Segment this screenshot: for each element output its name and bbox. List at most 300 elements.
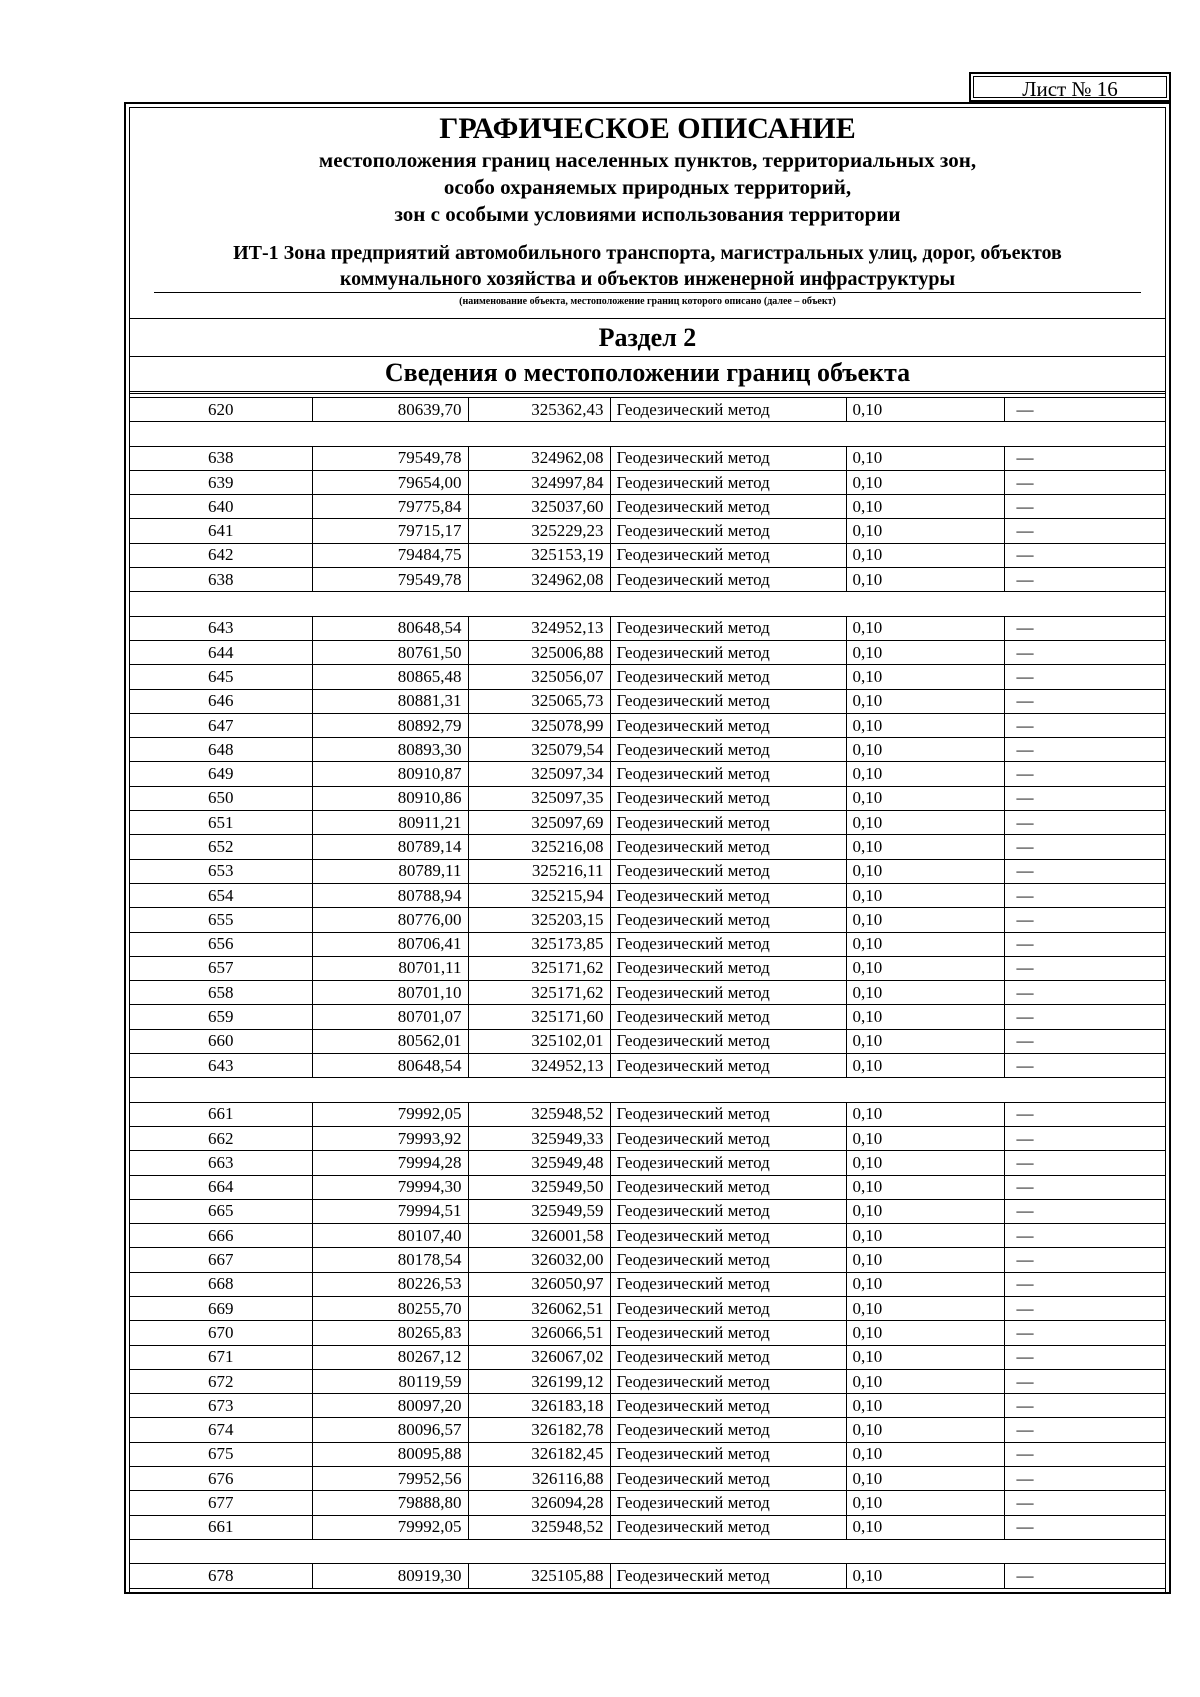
coordinate-x-cell: 80562,01 — [312, 1029, 468, 1053]
method-cell: Геодезический метод — [610, 446, 846, 470]
table-row — [130, 1345, 1165, 1369]
contour-separator-row — [130, 1078, 1165, 1102]
table-row — [130, 1248, 1165, 1272]
description-cell: — — [1004, 1272, 1165, 1296]
method-cell: Геодезический метод — [610, 640, 846, 664]
object-name-caption: (наименование объекта, местоположение границ которого описано (далее – объект) — [459, 296, 836, 307]
contour-separator-row — [130, 422, 1165, 446]
description-cell: — — [1004, 1564, 1165, 1588]
coordinate-x-cell: 80706,41 — [312, 932, 468, 956]
table-row — [130, 543, 1165, 567]
coordinate-x-cell: 79994,51 — [312, 1199, 468, 1223]
coordinate-x-cell: 80910,87 — [312, 762, 468, 786]
table-row — [130, 519, 1165, 543]
coordinate-y-cell: 325203,15 — [468, 908, 610, 932]
accuracy-cell: 0,10 — [846, 1394, 1004, 1418]
divider — [130, 356, 1165, 357]
coordinate-y-cell: 326066,51 — [468, 1321, 610, 1345]
point-number-cell: 658 — [130, 981, 312, 1005]
method-cell: Геодезический метод — [610, 543, 846, 567]
coordinate-x-cell: 79994,28 — [312, 1151, 468, 1175]
accuracy-cell: 0,10 — [846, 470, 1004, 494]
point-number-cell: 639 — [130, 470, 312, 494]
accuracy-cell: 0,10 — [846, 932, 1004, 956]
divider — [130, 318, 1165, 319]
accuracy-cell: 0,10 — [846, 1029, 1004, 1053]
coordinate-y-cell: 325006,88 — [468, 640, 610, 664]
point-number-cell: 643 — [130, 616, 312, 640]
coordinate-x-cell: 80107,40 — [312, 1224, 468, 1248]
coordinate-y-cell: 325949,48 — [468, 1151, 610, 1175]
description-cell: — — [1004, 908, 1165, 932]
method-cell: Геодезический метод — [610, 1564, 846, 1588]
coordinate-x-cell: 80881,31 — [312, 689, 468, 713]
coordinate-y-cell: 324952,13 — [468, 616, 610, 640]
coordinate-y-cell: 325097,35 — [468, 786, 610, 810]
description-cell: — — [1004, 859, 1165, 883]
accuracy-cell: 0,10 — [846, 883, 1004, 907]
table-row — [130, 1418, 1165, 1442]
table-row — [130, 1467, 1165, 1491]
method-cell: Геодезический метод — [610, 1175, 846, 1199]
table-row — [130, 859, 1165, 883]
accuracy-cell: 0,10 — [846, 762, 1004, 786]
coordinate-x-cell: 79715,17 — [312, 519, 468, 543]
coordinate-x-cell: 80648,54 — [312, 616, 468, 640]
description-cell: — — [1004, 1296, 1165, 1320]
coordinate-y-cell: 325037,60 — [468, 495, 610, 519]
contour-separator-cell — [130, 1539, 1165, 1563]
description-cell: — — [1004, 1102, 1165, 1126]
accuracy-cell: 0,10 — [846, 1369, 1004, 1393]
description-cell: — — [1004, 665, 1165, 689]
table-row — [130, 738, 1165, 762]
coordinate-y-cell: 325215,94 — [468, 883, 610, 907]
table-row — [130, 1296, 1165, 1320]
table-row — [130, 811, 1165, 835]
coordinate-x-cell: 80761,50 — [312, 640, 468, 664]
description-cell: — — [1004, 568, 1165, 592]
table-row — [130, 786, 1165, 810]
method-cell: Геодезический метод — [610, 665, 846, 689]
object-name-line-1: ИТ-1 Зона предприятий автомобильного транспорта, магистральных улиц, дорог, объектов — [233, 242, 1062, 264]
description-cell: — — [1004, 495, 1165, 519]
description-cell: — — [1004, 1175, 1165, 1199]
description-cell: — — [1004, 835, 1165, 859]
coordinate-x-cell: 80776,00 — [312, 908, 468, 932]
coordinate-x-cell: 80865,48 — [312, 665, 468, 689]
coordinate-x-cell: 80178,54 — [312, 1248, 468, 1272]
point-number-cell: 646 — [130, 689, 312, 713]
object-name-underline — [154, 292, 1141, 293]
coordinate-y-cell: 325362,43 — [468, 398, 610, 422]
point-number-cell: 645 — [130, 665, 312, 689]
coordinate-x-cell: 80648,54 — [312, 1054, 468, 1078]
coordinate-y-cell: 325216,08 — [468, 835, 610, 859]
coordinate-x-cell: 79992,05 — [312, 1515, 468, 1539]
table-row — [130, 1369, 1165, 1393]
description-cell: — — [1004, 543, 1165, 567]
point-number-cell: 641 — [130, 519, 312, 543]
point-number-cell: 620 — [130, 398, 312, 422]
coordinate-y-cell: 325949,59 — [468, 1199, 610, 1223]
description-cell: — — [1004, 1491, 1165, 1515]
method-cell: Геодезический метод — [610, 616, 846, 640]
coordinate-y-cell: 326199,12 — [468, 1369, 610, 1393]
description-cell: — — [1004, 713, 1165, 737]
accuracy-cell: 0,10 — [846, 1564, 1004, 1588]
point-number-cell: 663 — [130, 1151, 312, 1175]
table-row — [130, 568, 1165, 592]
method-cell: Геодезический метод — [610, 738, 846, 762]
coordinate-x-cell: 80226,53 — [312, 1272, 468, 1296]
method-cell: Геодезический метод — [610, 1272, 846, 1296]
coordinate-y-cell: 325078,99 — [468, 713, 610, 737]
point-number-cell: 670 — [130, 1321, 312, 1345]
description-cell: — — [1004, 981, 1165, 1005]
method-cell: Геодезический метод — [610, 1491, 846, 1515]
table-row — [130, 762, 1165, 786]
point-number-cell: 649 — [130, 762, 312, 786]
method-cell: Геодезический метод — [610, 1248, 846, 1272]
boundary-points-table — [130, 397, 1165, 1589]
method-cell: Геодезический метод — [610, 1515, 846, 1539]
point-number-cell: 661 — [130, 1515, 312, 1539]
coordinate-x-cell: 80911,21 — [312, 811, 468, 835]
coordinate-y-cell: 326032,00 — [468, 1248, 610, 1272]
accuracy-cell: 0,10 — [846, 956, 1004, 980]
method-cell: Геодезический метод — [610, 1199, 846, 1223]
table-row — [130, 908, 1165, 932]
coordinate-x-cell: 80096,57 — [312, 1418, 468, 1442]
description-cell: — — [1004, 956, 1165, 980]
description-cell: — — [1004, 1224, 1165, 1248]
coordinate-x-cell: 79549,78 — [312, 568, 468, 592]
method-cell: Геодезический метод — [610, 689, 846, 713]
method-cell: Геодезический метод — [610, 519, 846, 543]
coordinate-y-cell: 326182,78 — [468, 1418, 610, 1442]
accuracy-cell: 0,10 — [846, 1515, 1004, 1539]
method-cell: Геодезический метод — [610, 1442, 846, 1466]
point-number-cell: 678 — [130, 1564, 312, 1588]
coordinate-x-cell: 80789,11 — [312, 859, 468, 883]
method-cell: Геодезический метод — [610, 762, 846, 786]
point-number-cell: 650 — [130, 786, 312, 810]
table-row — [130, 1151, 1165, 1175]
contour-separator-row — [130, 1539, 1165, 1563]
point-number-cell: 667 — [130, 1248, 312, 1272]
description-cell: — — [1004, 1248, 1165, 1272]
accuracy-cell: 0,10 — [846, 1199, 1004, 1223]
coordinate-y-cell: 326116,88 — [468, 1467, 610, 1491]
coordinate-x-cell: 80919,30 — [312, 1564, 468, 1588]
point-number-cell: 656 — [130, 932, 312, 956]
point-number-cell: 669 — [130, 1296, 312, 1320]
point-number-cell: 640 — [130, 495, 312, 519]
point-number-cell: 651 — [130, 811, 312, 835]
table-row — [130, 1515, 1165, 1539]
method-cell: Геодезический метод — [610, 1224, 846, 1248]
description-cell: — — [1004, 1126, 1165, 1150]
coordinate-x-cell: 79993,92 — [312, 1126, 468, 1150]
point-number-cell: 661 — [130, 1102, 312, 1126]
accuracy-cell: 0,10 — [846, 1345, 1004, 1369]
description-cell: — — [1004, 1029, 1165, 1053]
description-cell: — — [1004, 762, 1165, 786]
coordinate-x-cell: 80119,59 — [312, 1369, 468, 1393]
table-row — [130, 1394, 1165, 1418]
coordinate-x-cell: 80701,11 — [312, 956, 468, 980]
table-row — [130, 1102, 1165, 1126]
coordinate-x-cell: 80265,83 — [312, 1321, 468, 1345]
point-number-cell: 638 — [130, 446, 312, 470]
coordinate-y-cell: 325056,07 — [468, 665, 610, 689]
method-cell: Геодезический метод — [610, 981, 846, 1005]
accuracy-cell: 0,10 — [846, 1175, 1004, 1199]
method-cell: Геодезический метод — [610, 1345, 846, 1369]
method-cell: Геодезический метод — [610, 495, 846, 519]
coordinate-y-cell: 325949,50 — [468, 1175, 610, 1199]
point-number-cell: 665 — [130, 1199, 312, 1223]
accuracy-cell: 0,10 — [846, 640, 1004, 664]
coordinate-x-cell: 79484,75 — [312, 543, 468, 567]
coordinate-y-cell: 325153,19 — [468, 543, 610, 567]
accuracy-cell: 0,10 — [846, 786, 1004, 810]
point-number-cell: 662 — [130, 1126, 312, 1150]
accuracy-cell: 0,10 — [846, 811, 1004, 835]
description-cell: — — [1004, 1418, 1165, 1442]
accuracy-cell: 0,10 — [846, 1151, 1004, 1175]
coordinate-y-cell: 325948,52 — [468, 1515, 610, 1539]
object-name-line-2: коммунального хозяйства и объектов инженерной инфраструктуры — [339, 268, 956, 290]
document-title: ГРАФИЧЕСКОЕ ОПИСАНИЕ — [439, 112, 856, 145]
accuracy-cell: 0,10 — [846, 713, 1004, 737]
accuracy-cell: 0,10 — [846, 519, 1004, 543]
accuracy-cell: 0,10 — [846, 689, 1004, 713]
method-cell: Геодезический метод — [610, 1296, 846, 1320]
table-row — [130, 1224, 1165, 1248]
accuracy-cell: 0,10 — [846, 398, 1004, 422]
document-subtitle-line-1: местоположения границ населенных пунктов, территориальных зон, — [318, 148, 977, 172]
description-cell: — — [1004, 932, 1165, 956]
method-cell: Геодезический метод — [610, 568, 846, 592]
table-row — [130, 956, 1165, 980]
description-cell: — — [1004, 1321, 1165, 1345]
coordinate-x-cell: 80255,70 — [312, 1296, 468, 1320]
description-cell: — — [1004, 883, 1165, 907]
method-cell: Геодезический метод — [610, 1029, 846, 1053]
coordinate-y-cell: 325065,73 — [468, 689, 610, 713]
accuracy-cell: 0,10 — [846, 1272, 1004, 1296]
method-cell: Геодезический метод — [610, 811, 846, 835]
contour-separator-cell — [130, 1078, 1165, 1102]
method-cell: Геодезический метод — [610, 835, 846, 859]
point-number-cell: 659 — [130, 1005, 312, 1029]
coordinate-y-cell: 325173,85 — [468, 932, 610, 956]
method-cell: Геодезический метод — [610, 1151, 846, 1175]
accuracy-cell: 0,10 — [846, 1126, 1004, 1150]
coordinate-x-cell: 80095,88 — [312, 1442, 468, 1466]
point-number-cell: 675 — [130, 1442, 312, 1466]
coordinate-y-cell: 326050,97 — [468, 1272, 610, 1296]
accuracy-cell: 0,10 — [846, 1491, 1004, 1515]
accuracy-cell: 0,10 — [846, 1467, 1004, 1491]
point-number-cell: 666 — [130, 1224, 312, 1248]
point-number-cell: 638 — [130, 568, 312, 592]
section-title: Раздел 2 — [598, 323, 697, 352]
point-number-cell: 677 — [130, 1491, 312, 1515]
method-cell: Геодезический метод — [610, 1005, 846, 1029]
accuracy-cell: 0,10 — [846, 1248, 1004, 1272]
table-row — [130, 1054, 1165, 1078]
table-row — [130, 1564, 1165, 1588]
method-cell: Геодезический метод — [610, 859, 846, 883]
point-number-cell: 642 — [130, 543, 312, 567]
table-row — [130, 1126, 1165, 1150]
coordinate-y-cell: 325216,11 — [468, 859, 610, 883]
coordinate-y-cell: 326067,02 — [468, 1345, 610, 1369]
document-subtitle-line-3: зон с особыми условиями использования территории — [394, 202, 901, 226]
coordinate-y-cell: 324997,84 — [468, 470, 610, 494]
accuracy-cell: 0,10 — [846, 738, 1004, 762]
method-cell: Геодезический метод — [610, 908, 846, 932]
method-cell: Геодезический метод — [610, 786, 846, 810]
coordinate-y-cell: 324962,08 — [468, 446, 610, 470]
coordinate-x-cell: 80267,12 — [312, 1345, 468, 1369]
description-cell: — — [1004, 640, 1165, 664]
accuracy-cell: 0,10 — [846, 616, 1004, 640]
divider-double — [130, 391, 1165, 394]
coordinate-y-cell: 324962,08 — [468, 568, 610, 592]
coordinate-x-cell: 79888,80 — [312, 1491, 468, 1515]
coordinate-y-cell: 325171,62 — [468, 981, 610, 1005]
coordinate-y-cell: 326094,28 — [468, 1491, 610, 1515]
coordinate-y-cell: 326182,45 — [468, 1442, 610, 1466]
coordinate-x-cell: 79992,05 — [312, 1102, 468, 1126]
method-cell: Геодезический метод — [610, 1467, 846, 1491]
description-cell: — — [1004, 519, 1165, 543]
point-number-cell: 676 — [130, 1467, 312, 1491]
table-row — [130, 1175, 1165, 1199]
table-row — [130, 665, 1165, 689]
coordinate-y-cell: 326183,18 — [468, 1394, 610, 1418]
coordinate-y-cell: 326062,51 — [468, 1296, 610, 1320]
accuracy-cell: 0,10 — [846, 543, 1004, 567]
accuracy-cell: 0,10 — [846, 1224, 1004, 1248]
document-frame — [124, 102, 1171, 1594]
coordinate-y-cell: 325171,60 — [468, 1005, 610, 1029]
coordinate-x-cell: 80893,30 — [312, 738, 468, 762]
point-number-cell: 674 — [130, 1418, 312, 1442]
point-number-cell: 657 — [130, 956, 312, 980]
table-row — [130, 1491, 1165, 1515]
description-cell: — — [1004, 470, 1165, 494]
coordinate-x-cell: 80788,94 — [312, 883, 468, 907]
accuracy-cell: 0,10 — [846, 665, 1004, 689]
point-number-cell: 655 — [130, 908, 312, 932]
point-number-cell: 660 — [130, 1029, 312, 1053]
accuracy-cell: 0,10 — [846, 495, 1004, 519]
contour-separator-cell — [130, 592, 1165, 616]
coordinate-y-cell: 325097,34 — [468, 762, 610, 786]
method-cell: Геодезический метод — [610, 1321, 846, 1345]
description-cell: — — [1004, 1005, 1165, 1029]
table-row — [130, 640, 1165, 664]
description-cell: — — [1004, 786, 1165, 810]
accuracy-cell: 0,10 — [846, 1296, 1004, 1320]
document-frame-inner — [129, 107, 1166, 1592]
point-number-cell: 644 — [130, 640, 312, 664]
method-cell: Геодезический метод — [610, 1394, 846, 1418]
coordinate-x-cell: 80892,79 — [312, 713, 468, 737]
section-subtitle: Сведения о местоположении границ объекта — [384, 358, 911, 387]
coordinate-x-cell: 79994,30 — [312, 1175, 468, 1199]
method-cell: Геодезический метод — [610, 1418, 846, 1442]
table-row — [130, 1199, 1165, 1223]
table-row — [130, 932, 1165, 956]
description-cell: — — [1004, 1442, 1165, 1466]
method-cell: Геодезический метод — [610, 956, 846, 980]
coordinate-x-cell: 79952,56 — [312, 1467, 468, 1491]
description-cell: — — [1004, 616, 1165, 640]
method-cell: Геодезический метод — [610, 1054, 846, 1078]
point-number-cell: 643 — [130, 1054, 312, 1078]
accuracy-cell: 0,10 — [846, 1005, 1004, 1029]
accuracy-cell: 0,10 — [846, 908, 1004, 932]
accuracy-cell: 0,10 — [846, 1054, 1004, 1078]
method-cell: Геодезический метод — [610, 1102, 846, 1126]
description-cell: — — [1004, 446, 1165, 470]
method-cell: Геодезический метод — [610, 470, 846, 494]
description-cell: — — [1004, 398, 1165, 422]
accuracy-cell: 0,10 — [846, 1418, 1004, 1442]
method-cell: Геодезический метод — [610, 398, 846, 422]
accuracy-cell: 0,10 — [846, 1102, 1004, 1126]
method-cell: Геодезический метод — [610, 883, 846, 907]
coordinate-y-cell: 324952,13 — [468, 1054, 610, 1078]
contour-separator-cell — [130, 422, 1165, 446]
accuracy-cell: 0,10 — [846, 446, 1004, 470]
table-row — [130, 616, 1165, 640]
description-cell: — — [1004, 1467, 1165, 1491]
document-subtitle-line-2: особо охраняемых природных территорий, — [443, 175, 852, 199]
table-row — [130, 883, 1165, 907]
table-row — [130, 1029, 1165, 1053]
table-row — [130, 1442, 1165, 1466]
description-cell: — — [1004, 1369, 1165, 1393]
method-cell: Геодезический метод — [610, 1369, 846, 1393]
coordinate-x-cell: 79775,84 — [312, 495, 468, 519]
method-cell: Геодезический метод — [610, 932, 846, 956]
accuracy-cell: 0,10 — [846, 1321, 1004, 1345]
description-cell: — — [1004, 1345, 1165, 1369]
table-row — [130, 446, 1165, 470]
point-number-cell: 647 — [130, 713, 312, 737]
coordinate-y-cell: 325948,52 — [468, 1102, 610, 1126]
coordinate-x-cell: 80910,86 — [312, 786, 468, 810]
coordinate-y-cell: 325105,88 — [468, 1564, 610, 1588]
sheet-number-box — [969, 72, 1171, 102]
accuracy-cell: 0,10 — [846, 1442, 1004, 1466]
coordinate-y-cell: 325949,33 — [468, 1126, 610, 1150]
point-number-cell: 648 — [130, 738, 312, 762]
point-number-cell: 653 — [130, 859, 312, 883]
accuracy-cell: 0,10 — [846, 835, 1004, 859]
coordinate-y-cell: 325102,01 — [468, 1029, 610, 1053]
coordinate-x-cell: 80639,70 — [312, 398, 468, 422]
accuracy-cell: 0,10 — [846, 981, 1004, 1005]
boundary-points-body — [130, 398, 1165, 1589]
